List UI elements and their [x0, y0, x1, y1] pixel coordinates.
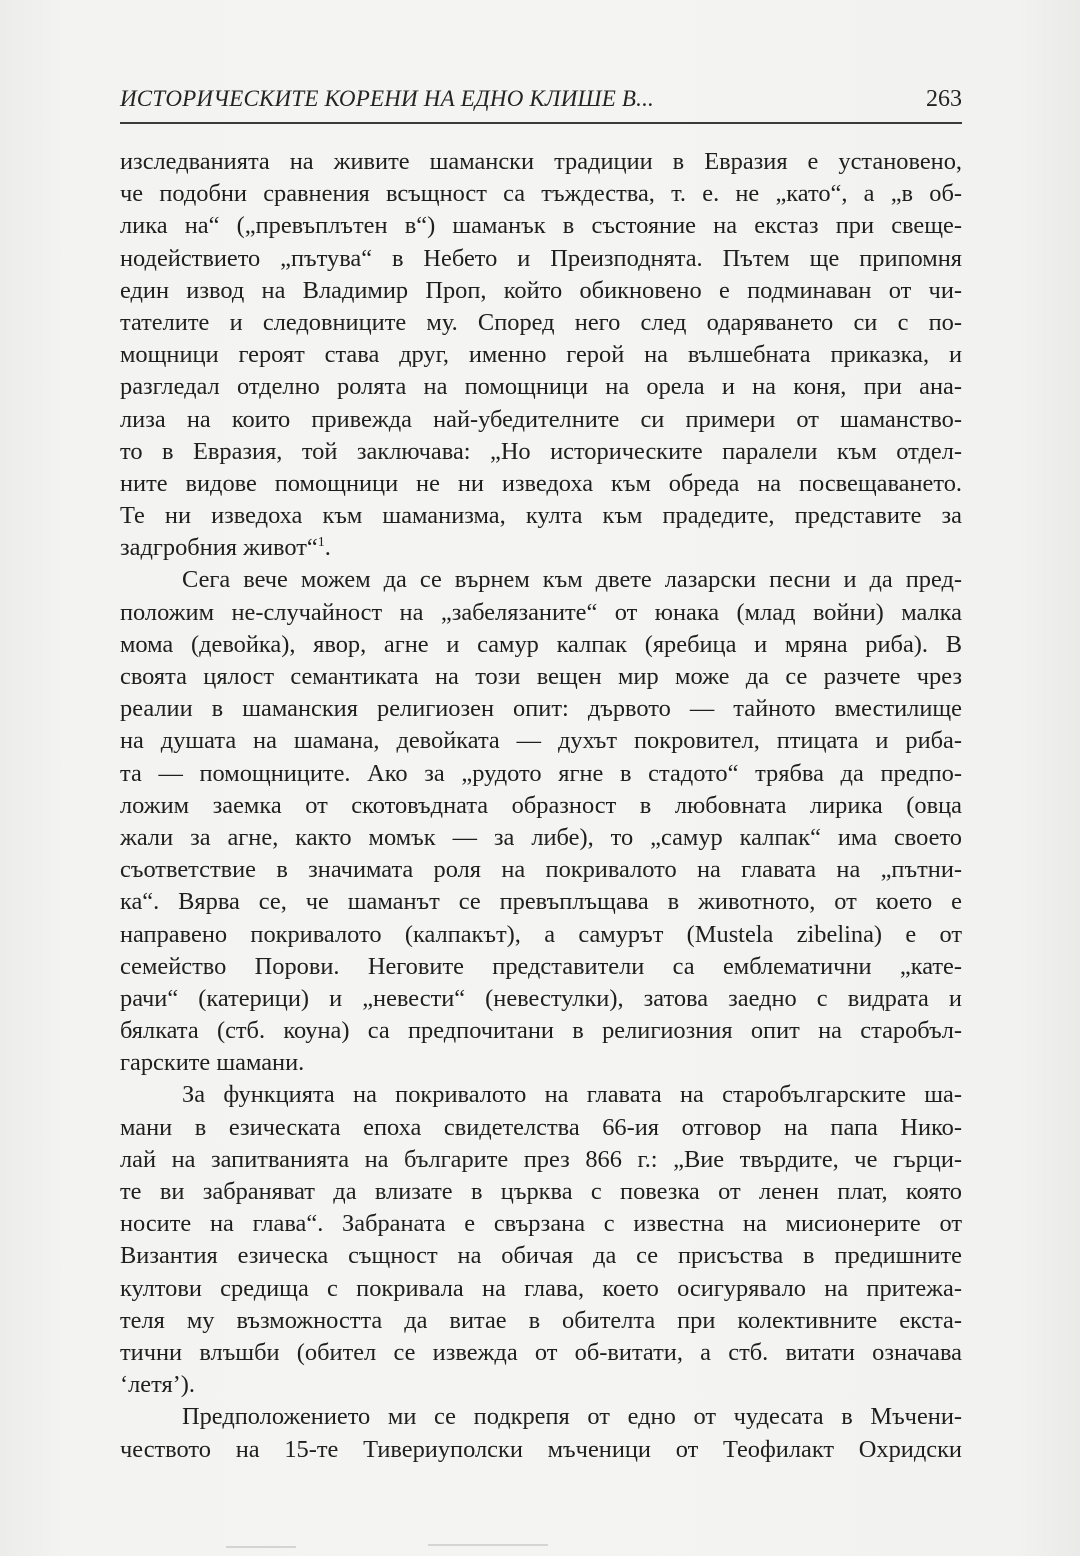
text-line: жали за агне, както момък — за либе), то „самур калпак“ има своето	[120, 823, 962, 851]
text-line: те ви забраняват да влизате в църква с повезка от ленен плат, която	[120, 1178, 962, 1205]
text-line: мощници героят става друг, именно герой на вълшебната приказка, и	[120, 341, 962, 369]
text-line: бялката (стб. коуна) са предпочитани в религиозния опит на старобъл-	[120, 1017, 962, 1045]
text-line: на душата на шамана, девойката — духът покровител, птицата и риба-	[120, 727, 962, 755]
scan-speck	[226, 1546, 296, 1548]
text-line: лика на“ („превъплътен в“) шаманък в състояние на екстаз при свеще-	[120, 212, 962, 240]
text-line-last: ‘летя’).	[120, 1371, 196, 1399]
text-line: нодействието „пътува“ в Небето и Преизподнята. Пътем ще припомня	[120, 244, 962, 272]
paragraph-2	[120, 564, 962, 1079]
page-number: 263	[926, 86, 962, 112]
text-line: тателите и следовниците му. Според него след одаряването си с по-	[120, 308, 962, 336]
text-line: съответствие в значимата роля на покривалото на главата на „пътни-	[120, 856, 962, 884]
footnote-marker: 1	[317, 535, 325, 551]
paragraph-3	[120, 1079, 962, 1401]
text-fragment: задгробния живот“	[120, 534, 318, 562]
text-line: та — помощниците. Ако за „рудото ягне в стадото“ трябва да предпо-	[120, 759, 962, 787]
body-text	[120, 146, 962, 1466]
text-line-last	[120, 532, 962, 564]
text-line: За функцията на покривалото на главата на старобългарските ша-	[182, 1081, 962, 1109]
text-line: чеството на 15-те Тивериуполски мъченици от Теофилакт Охридски	[120, 1435, 962, 1463]
text-line: Сега вече можем да се върнем към двете лазарски песни и да пред-	[182, 566, 962, 594]
text-line: ложим заемка от скотовъдната образност в любовната лирика (овца	[120, 791, 962, 819]
running-header	[120, 86, 962, 122]
text-line: носите на глава“. Забраната е свързана с известна на мисионерите от	[120, 1210, 962, 1238]
text-line: Предположението ми се подкрепя от едно от чудесата в Мъчени-	[182, 1403, 962, 1431]
text-line: ните видове помощници не ни изведоха към обреда на посвещаването.	[120, 469, 962, 497]
text-line: един извод на Владимир Проп, който обикновено е подминаван от чи-	[120, 276, 962, 304]
running-title: ИСТОРИЧЕСКИТЕ КОРЕНИ НА ЕДНО КЛИШЕ В...	[120, 86, 655, 111]
text-line: изследванията на живите шамански традиции в Евразия е установено,	[120, 148, 962, 175]
text-line: мани в езическата епоха свидетелства 66-ия отговор на папа Нико-	[120, 1113, 962, 1141]
text-line: семейство Порови. Неговите представители са емблематични „кате-	[120, 952, 962, 980]
scan-speck	[468, 808, 470, 814]
text-line: Те ни изведоха към шаманизма, култа към прадедите, представите за	[120, 502, 962, 530]
scan-speck	[428, 1544, 548, 1546]
text-line: лиза на които привежда най-убедителните си примери от шаманство-	[120, 405, 962, 433]
text-line: култови средища с покривала на глава, което осигурявало на притежа-	[120, 1274, 962, 1302]
text-line: своята цялост семантиката на този вещен мир може да се разчете чрез	[120, 663, 962, 690]
text-fragment: .	[324, 534, 331, 562]
text-line: че подобни сравнения всъщност са тъждества, т. е. не „като“, а „в об-	[120, 180, 962, 208]
text-line-last: гарските шамани.	[120, 1049, 305, 1077]
text-line: разгледал отделно ролята на помощници на орела и на коня, при ана-	[120, 373, 962, 401]
text-line: то в Евразия, той заключава: „Но историческите паралели към отдел-	[120, 437, 962, 465]
text-line: лай на запитванията на българите през 866 г.: „Вие твърдите, че гърци-	[120, 1145, 962, 1173]
text-line: ка“. Вярва се, че шаманът се превъплъщава в животното, от което е	[120, 888, 962, 916]
text-line: реалии в шаманския религиозен опит: дървото — тайното вместилище	[120, 695, 962, 723]
text-line: мома (девойка), явор, агне и самур калпак (яребица и мряна риба). В	[120, 630, 962, 658]
paragraph-4	[120, 1401, 962, 1465]
text-line: теля му възможността да витае в обителта при колективните екста-	[120, 1306, 962, 1334]
text-line: рачи“ (катерици) и „невести“ (невестулки), затова заедно с видрата и	[120, 984, 962, 1012]
header-rule	[120, 122, 962, 124]
text-line: направено покривалото (калпакът), а самурът (Mustela zibelina) е от	[120, 920, 962, 948]
paragraph-1	[120, 146, 962, 564]
text-line: положим не-случайност на „забелязаните“ от юнака (млад войни) малка	[120, 598, 962, 626]
text-line: Византия езическа същност на обичая да се присъства в предишните	[120, 1242, 962, 1270]
text-line: тични влъшби (обител се извежда от об-витати, а стб. витати означава	[120, 1338, 962, 1366]
